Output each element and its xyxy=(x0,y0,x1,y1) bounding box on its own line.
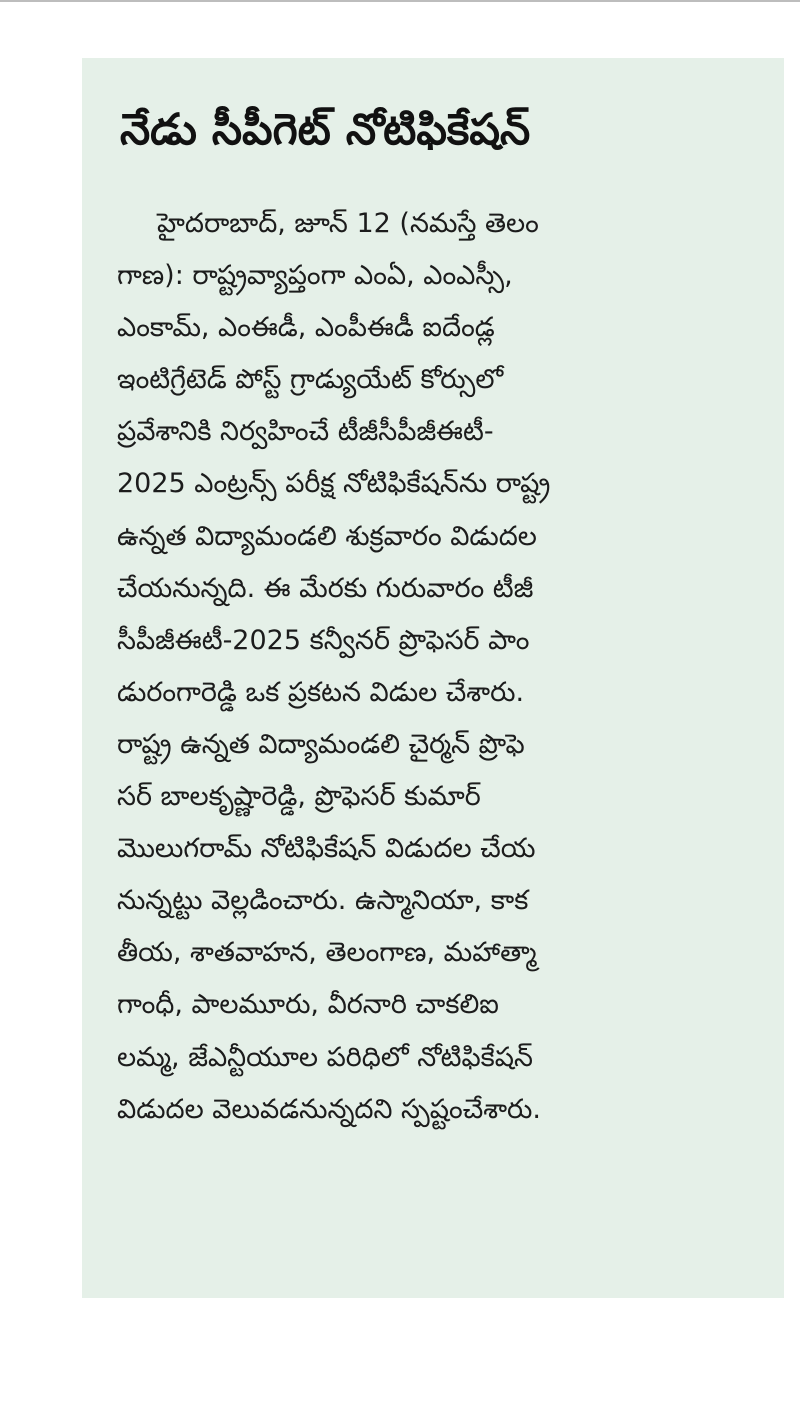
body-line: ప్రవేశానికి నిర్వహించే టీజీసీపీజీఈటీ- xyxy=(117,416,494,448)
body-line: నున్నట్టు వెల్లడించారు. ఉస్మానియా, కాక xyxy=(117,885,529,917)
body-line: రాష్ట్ర ఉన్నత విద్యామండలి చైర్మన్ ప్రొఫె xyxy=(117,728,525,760)
body-line: డురంగారెడ్డి ఒక ప్రకటన విడుల చేశారు. xyxy=(117,676,525,708)
body-line: గాంధీ, పాలమూరు, వీరనారి చాకలిఐ xyxy=(117,989,499,1021)
headline: నేడు సీపీగెట్ నోటిఫికేషన్ xyxy=(120,105,531,155)
news-clipping xyxy=(82,58,784,1298)
top-divider xyxy=(0,0,800,2)
body-line: తీయ, శాతవాహన, తెలంగాణ, మహాత్మా xyxy=(117,937,537,969)
body-line: హైదరాబాద్, జూన్ 12 (నమస్తే తెలం xyxy=(157,208,539,239)
body-line: ఇంటిగ్రేటెడ్ పోస్ట్ గ్రాడ్యుయేట్ కోర్సులో xyxy=(117,364,504,396)
body-line: విడుదల వెలువడనున్నదని స్పష్టంచేశారు. xyxy=(117,1093,541,1125)
body-line: మొలుగరామ్ నోటిఫికేషన్ విడుదల చేయ xyxy=(117,833,536,865)
body-line: చేయనున్నది. ఈ మేరకు గురువారం టీజీ xyxy=(117,572,534,604)
article-body xyxy=(117,198,727,1136)
body-line: సీపీజీఈటీ-2025 కన్వీనర్ ప్రొఫెసర్ పాం xyxy=(117,624,530,656)
body-line: ఉన్నత విద్యామండలి శుక్రవారం విడుదల xyxy=(117,520,537,552)
body-line: గాణ): రాష్ట్రవ్యాప్తంగా ఎంఏ, ఎంఎస్సీ, xyxy=(117,260,513,292)
body-line: 2025 ఎంట్రన్స్ పరీక్ష నోటిఫికేషన్‌ను రాష్ట్ర xyxy=(117,468,551,500)
body-line: సర్ బాలకృష్ణారెడ్డి, ప్రొఫెసర్ కుమార్ xyxy=(117,781,481,813)
body-line: లమ్మ, జేఎన్టీయూల పరిధిలో నోటిఫికేషన్ xyxy=(117,1041,533,1073)
body-line: ఎంకామ్, ఎంఈడీ, ఎంపీఈడీ ఐదేండ్ల xyxy=(117,312,495,344)
